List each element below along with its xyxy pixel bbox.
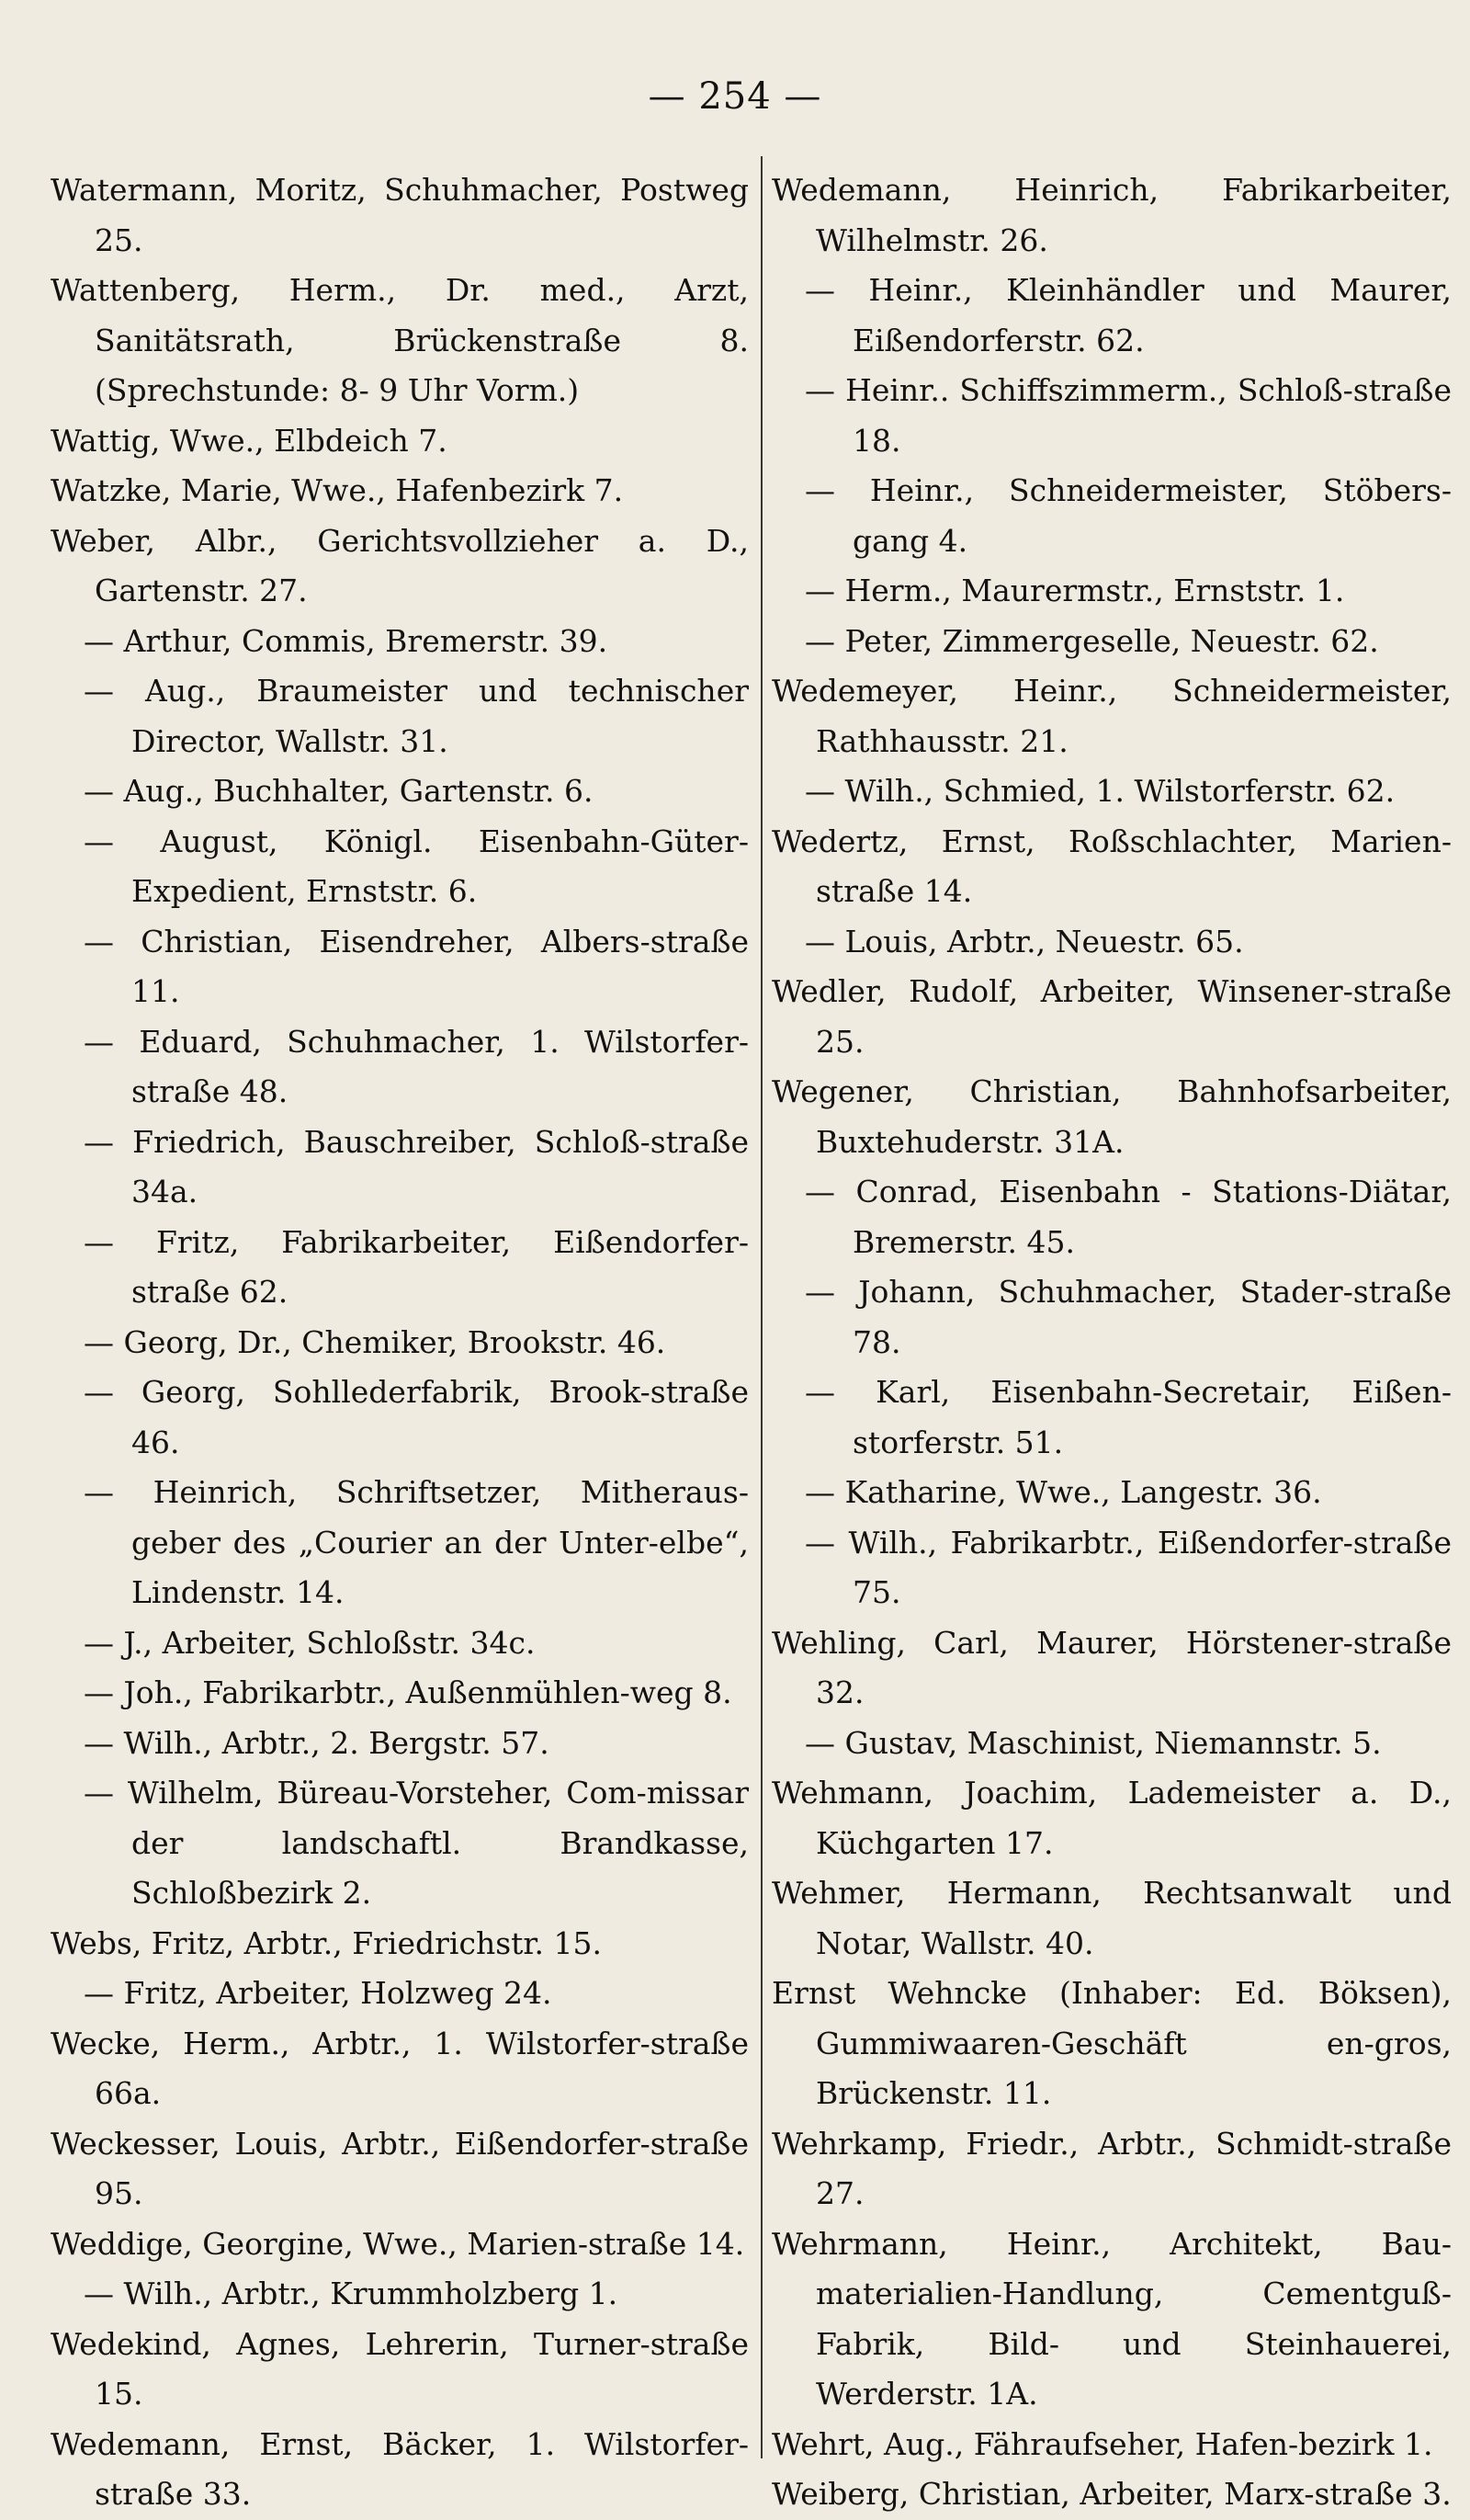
directory-entry: Wehling, Carl, Maurer, Hörstener-straße 32. [772,1624,1452,1710]
directory-entry: — Wilh., Arbtr., Krummholzberg 1. [84,2276,618,2311]
directory-entry: — Georg, Sohllederfabrik, Brook-straße 46. [84,1374,749,1460]
directory-entry: — J., Arbeiter, Schloßstr. 34c. [84,1624,536,1661]
directory-entry: Wehmer, Hermann, Rechtsanwalt und Notar, Wallstr. 40. [772,1875,1452,1961]
directory-entry: — Fritz, Arbeiter, Holzweg 24. [84,1975,552,2011]
directory-entry: — Aug., Buchhalter, Gartenstr. 6. [84,773,594,809]
directory-entry: Wattenberg, Herm., Dr. med., Arzt, Sanitätsrath, Brückenstraße 8. (Sprechstunde: 8- 9 Uhr Vorm.) [51,272,749,408]
directory-entry: Weiberg, Christian, Arbeiter, Marx-straße 3. [772,2476,1452,2512]
directory-entry: — Christian, Eisendreher, Albers-straße 11. [84,923,749,1009]
directory-entry: Wattig, Wwe., Elbdeich 7. [51,422,447,459]
directory-entry: Ernst Wehncke (Inhaber: Ed. Böksen), Gummiwaaren-Geschäft en-gros, Brückenstr. 11. [772,1975,1452,2111]
directory-entry: Wedemann, Ernst, Bäcker, 1. Wilstorfer-straße 33. [51,2425,749,2512]
directory-entry: — Wilh., Fabrikarbtr., Eißendorfer-straße 75. [805,1524,1452,1610]
directory-entry: Watermann, Moritz, Schuhmacher, Postweg 25. [51,172,749,258]
directory-entry: Wedekind, Agnes, Lehrerin, Turner-straße 15. [51,2325,749,2412]
column-divider [761,156,763,2458]
directory-entry: — Fritz, Fabrikarbeiter, Eißendorfer-straße 62. [84,1223,749,1310]
directory-entry: — Friedrich, Bauschreiber, Schloß-straße 34a. [84,1123,749,1209]
directory-entry: Wedertz, Ernst, Roßschlachter, Marien-straße 14. [772,823,1452,909]
directory-entry: — Wilhelm, Büreau-Vorsteher, Com-missar der landschaftl. Brandkasse, Schloßbezirk 2. [84,1775,749,1911]
left-column [51,165,749,2520]
directory-entry: — Heinr.. Schiffszimmerm., Schloß-straße 18. [805,372,1452,459]
directory-entry: — Heinr., Schneidermeister, Stöbers-gang 4. [805,472,1452,559]
directory-entry: — Johann, Schuhmacher, Stader-straße 78. [805,1274,1452,1360]
directory-entry: — Georg, Dr., Chemiker, Brookstr. 46. [84,1323,666,1360]
directory-entry: — Katharine, Wwe., Langestr. 36. [805,1474,1322,1510]
directory-entry: Weckesser, Louis, Arbtr., Eißendorfer-straße 95. [51,2125,749,2211]
directory-entry: Wehmann, Joachim, Lademeister a. D., Küchgarten 17. [772,1775,1452,1861]
directory-entry: — Aug., Braumeister und technischer Director, Wallstr. 31. [84,673,749,759]
directory-entry: — Conrad, Eisenbahn - Stations-Diätar, Bremerstr. 45. [805,1174,1452,1260]
directory-entry: Wehrmann, Heinr., Architekt, Bau-materialien-Handlung, Cementguß-Fabrik, Bild- und Steinhauerei, Werderstr. 1A. [772,2225,1452,2412]
directory-entry: Wegener, Christian, Bahnhofsarbeiter, Buxtehuderstr. 31A. [772,1073,1452,1160]
directory-entry: — Wilh., Arbtr., 2. Bergstr. 57. [84,1724,549,1761]
directory-entry: — Gustav, Maschinist, Niemannstr. 5. [805,1724,1382,1761]
directory-entry: Weber, Albr., Gerichtsvollzieher a. D., Gartenstr. 27. [51,522,749,608]
directory-entry: Wecke, Herm., Arbtr., 1. Wilstorfer-straße 66a. [51,2025,749,2111]
directory-entry: Wehrkamp, Friedr., Arbtr., Schmidt-straße 27. [772,2125,1452,2211]
right-column [772,165,1452,2520]
directory-entry: — Arthur, Commis, Bremerstr. 39. [84,622,608,659]
page-number: — 254 — [648,75,822,118]
directory-entry: — Louis, Arbtr., Neuestr. 65. [805,923,1244,959]
directory-entry: — August, Königl. Eisenbahn-Güter-Expedient, Ernststr. 6. [84,823,749,909]
directory-entry: — Karl, Eisenbahn-Secretair, Eißen-storferstr. 51. [805,1374,1452,1460]
directory-entry: Webs, Fritz, Arbtr., Friedrichstr. 15. [51,1924,603,1961]
directory-entry: — Heinr., Kleinhändler und Maurer, Eißendorferstr. 62. [805,272,1452,358]
directory-entry: Wehrt, Aug., Fähraufseher, Hafen-bezirk 1. [772,2425,1433,2462]
directory-entry: — Peter, Zimmergeselle, Neuestr. 62. [805,622,1379,659]
directory-entry: — Wilh., Schmied, 1. Wilstorferstr. 62. [805,773,1396,809]
directory-entry: Wedemann, Heinrich, Fabrikarbeiter, Wilhelmstr. 26. [772,172,1452,258]
directory-entry: — Herm., Maurermstr., Ernststr. 1. [805,573,1345,608]
directory-entry: Watzke, Marie, Wwe., Hafenbezirk 7. [51,472,624,508]
directory-entry: Wedemeyer, Heinr., Schneidermeister, Rathhausstr. 21. [772,673,1452,759]
directory-entry: — Heinrich, Schriftsetzer, Mitheraus-geber des „Courier an der Unter-elbe“, Lindenstr. 14. [84,1474,749,1610]
directory-entry: Wedler, Rudolf, Arbeiter, Winsener-straße 25. [772,973,1452,1060]
directory-entry: — Eduard, Schuhmacher, 1. Wilstorfer-straße 48. [84,1023,749,1109]
directory-entry: — Joh., Fabrikarbtr., Außenmühlen-weg 8. [84,1674,732,1710]
directory-entry: Weddige, Georgine, Wwe., Marien-straße 14. [51,2225,745,2262]
